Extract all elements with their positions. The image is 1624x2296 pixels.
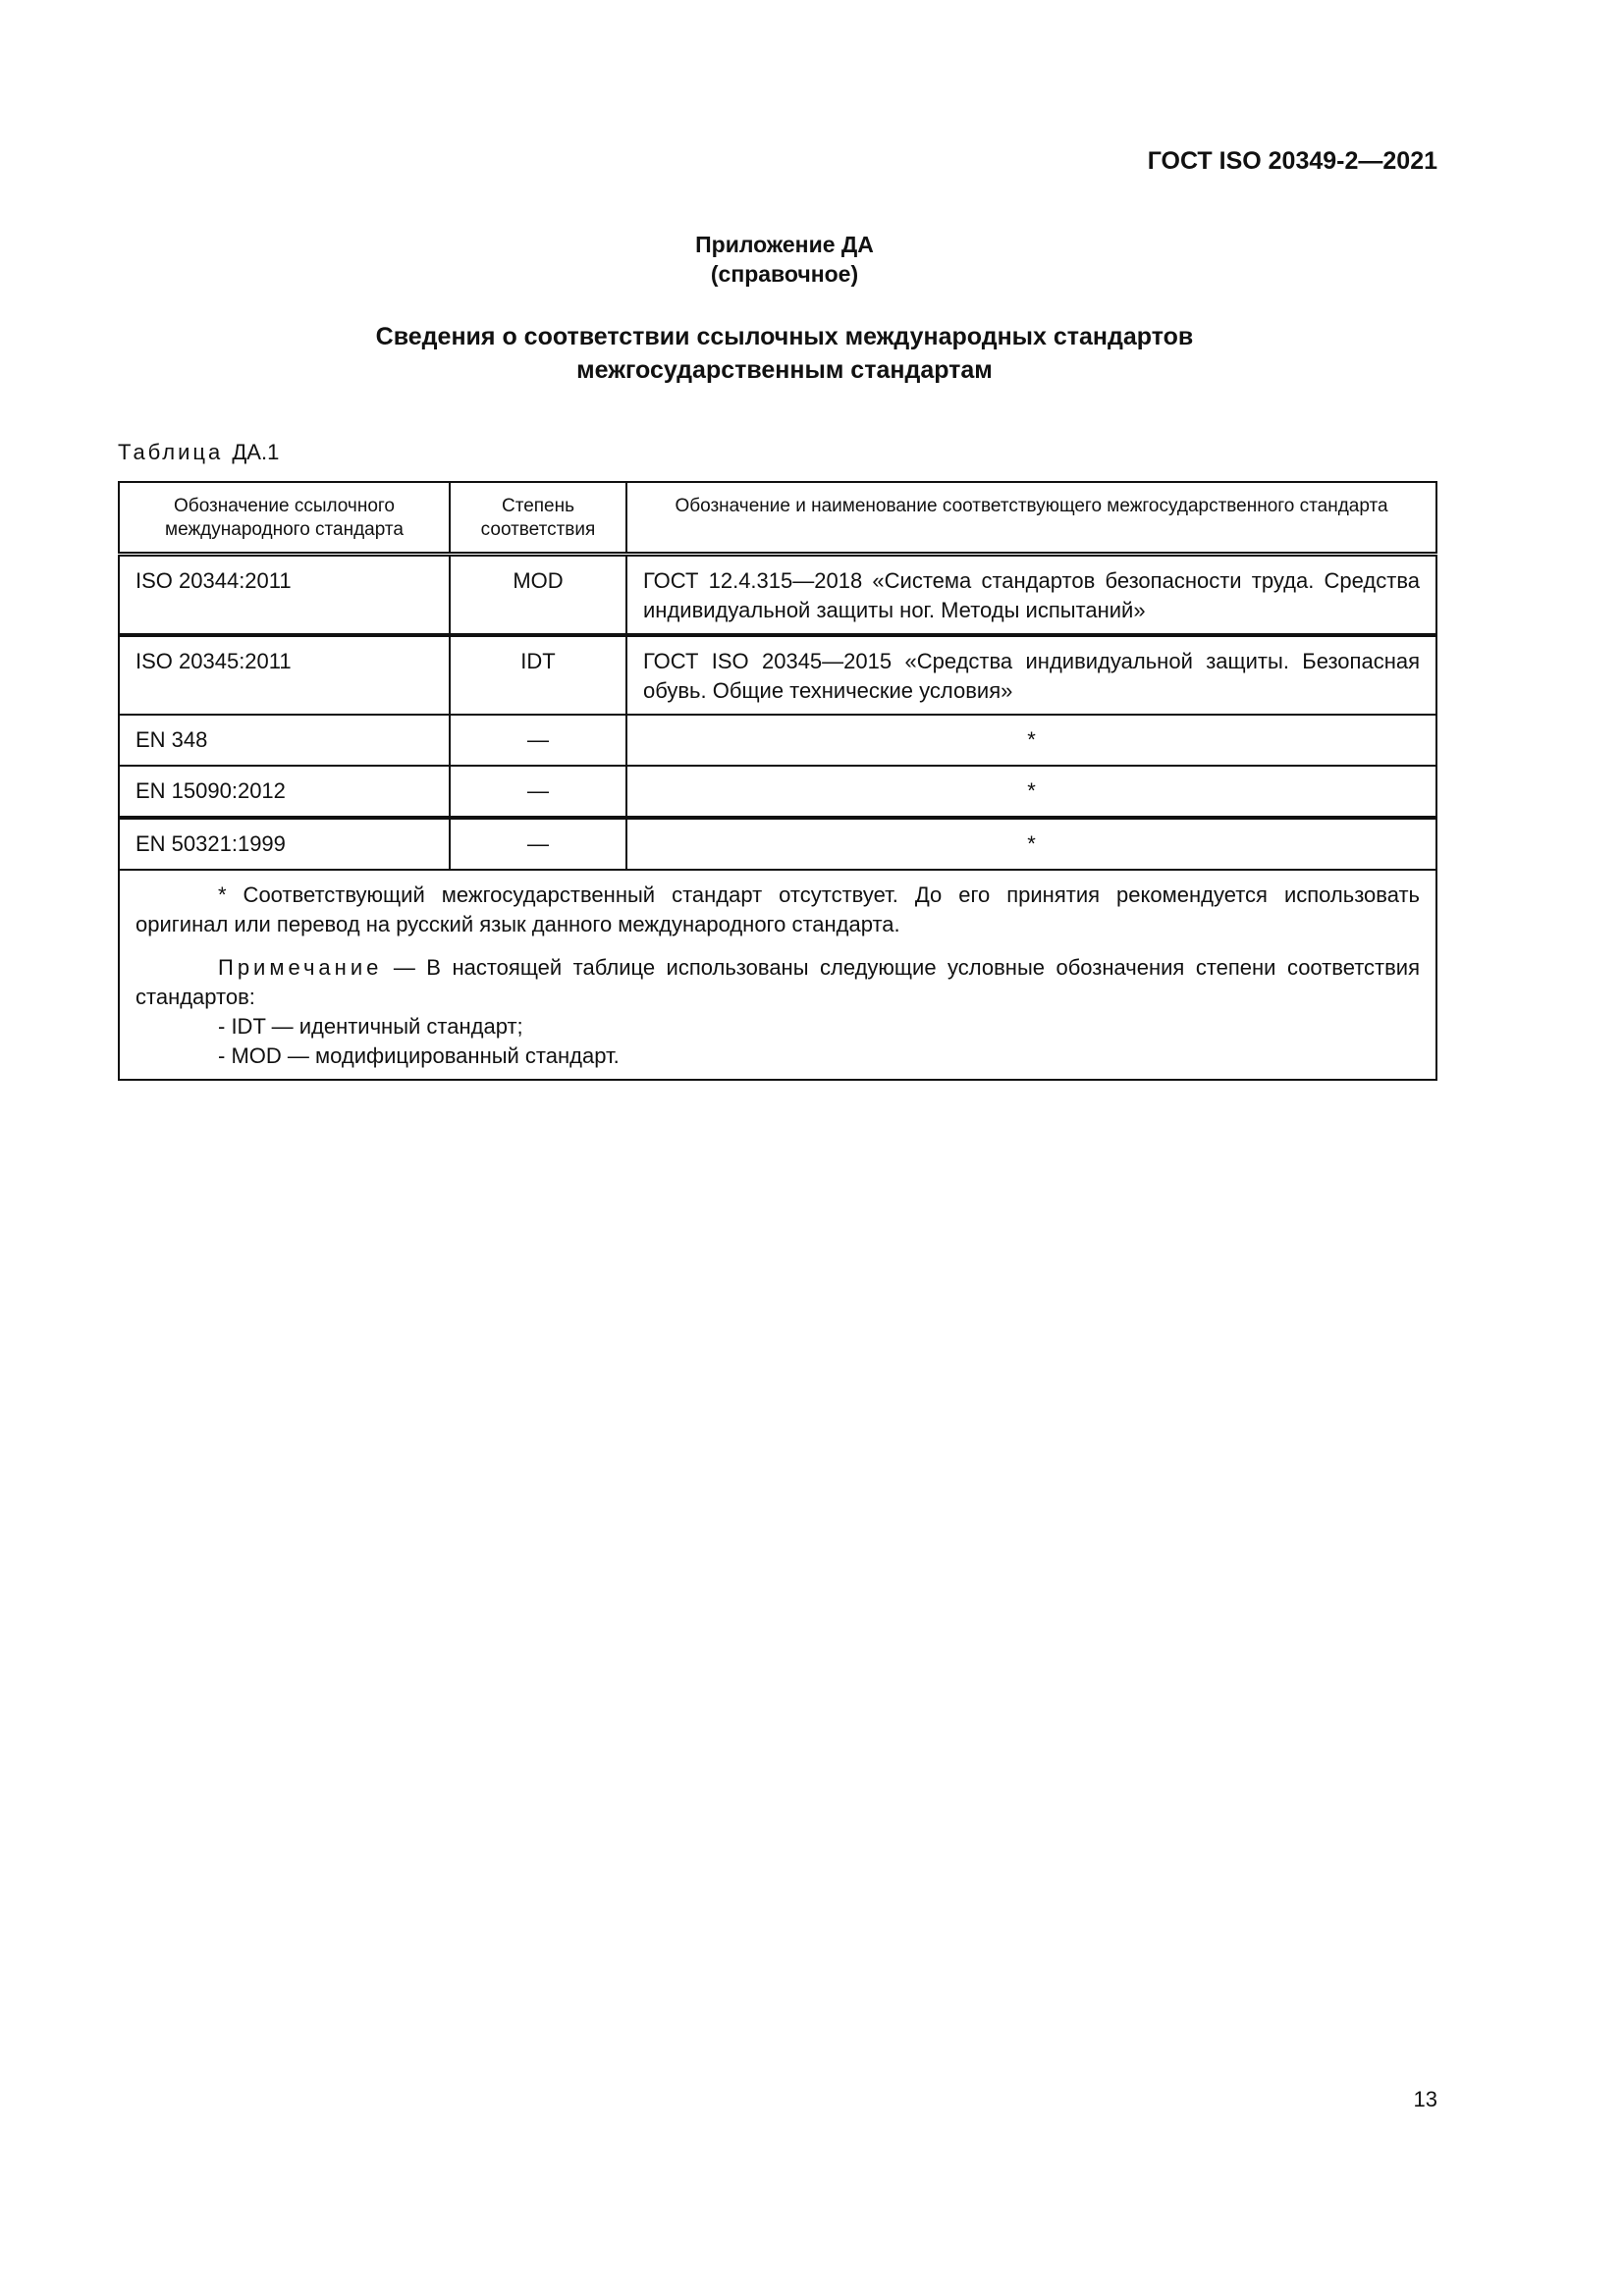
table-footnote: * Соответствующий межгосударственный стандарт отсутствует. До его принятия рекомендуется использовать оригинал или перевод на русский язык данного международного стандарта.	[135, 882, 1420, 936]
annex-heading	[0, 230, 1569, 289]
table-notes-row	[119, 870, 1436, 1080]
section-title-line-2: межгосударственным стандартам	[576, 356, 993, 384]
cell-national: *	[626, 766, 1436, 818]
cell-reference: EN 15090:2012	[119, 766, 450, 818]
note-text: — В настоящей таблице использованы следующие условные обозначения степени соответствия стандартов:	[135, 955, 1420, 1009]
cell-national: *	[626, 715, 1436, 766]
table-header-row	[119, 482, 1436, 555]
column-header-reference: Обозначение ссылочного международного стандарта	[119, 482, 450, 555]
table-row	[119, 818, 1436, 870]
note-label: Примечание	[218, 955, 383, 980]
cell-reference: EN 50321:1999	[119, 818, 450, 870]
table-label-number: ДА.1	[232, 440, 280, 464]
table-row	[119, 715, 1436, 766]
cell-national: ГОСТ 12.4.315—2018 «Система стандартов безопасности труда. Средства индивидуальной защиты ног. Методы испытаний»	[626, 555, 1436, 636]
standards-table	[118, 481, 1437, 1081]
note-list-item: - IDT — идентичный стандарт;	[218, 1014, 523, 1039]
cell-degree: —	[450, 766, 626, 818]
cell-degree: MOD	[450, 555, 626, 636]
column-header-degree: Степень соответствия	[450, 482, 626, 555]
table-label	[118, 440, 279, 465]
table-row	[119, 766, 1436, 818]
cell-reference: EN 348	[119, 715, 450, 766]
cell-national: *	[626, 818, 1436, 870]
table-row	[119, 555, 1436, 636]
document-code: ГОСТ ISO 20349-2—2021	[1147, 147, 1437, 175]
annex-subtitle: (справочное)	[710, 261, 859, 287]
cell-reference: ISO 20345:2011	[119, 635, 450, 715]
table-row	[119, 635, 1436, 715]
section-title	[0, 320, 1569, 387]
cell-degree: IDT	[450, 635, 626, 715]
page-number: 13	[1413, 2087, 1437, 2111]
cell-degree: —	[450, 715, 626, 766]
column-header-national: Обозначение и наименование соответствующего межгосударственного стандарта	[626, 482, 1436, 555]
section-title-line-1: Сведения о соответствии ссылочных международных стандартов	[375, 323, 1194, 350]
cell-national: ГОСТ ISO 20345—2015 «Средства индивидуальной защиты. Безопасная обувь. Общие технические условия»	[626, 635, 1436, 715]
note-list-item: - MOD — модифицированный стандарт.	[218, 1043, 620, 1068]
table-label-word: Таблица	[118, 440, 224, 464]
cell-degree: —	[450, 818, 626, 870]
table-notes	[119, 870, 1436, 1080]
cell-reference: ISO 20344:2011	[119, 555, 450, 636]
annex-title: Приложение ДА	[695, 232, 874, 257]
table-note	[135, 953, 1420, 1012]
